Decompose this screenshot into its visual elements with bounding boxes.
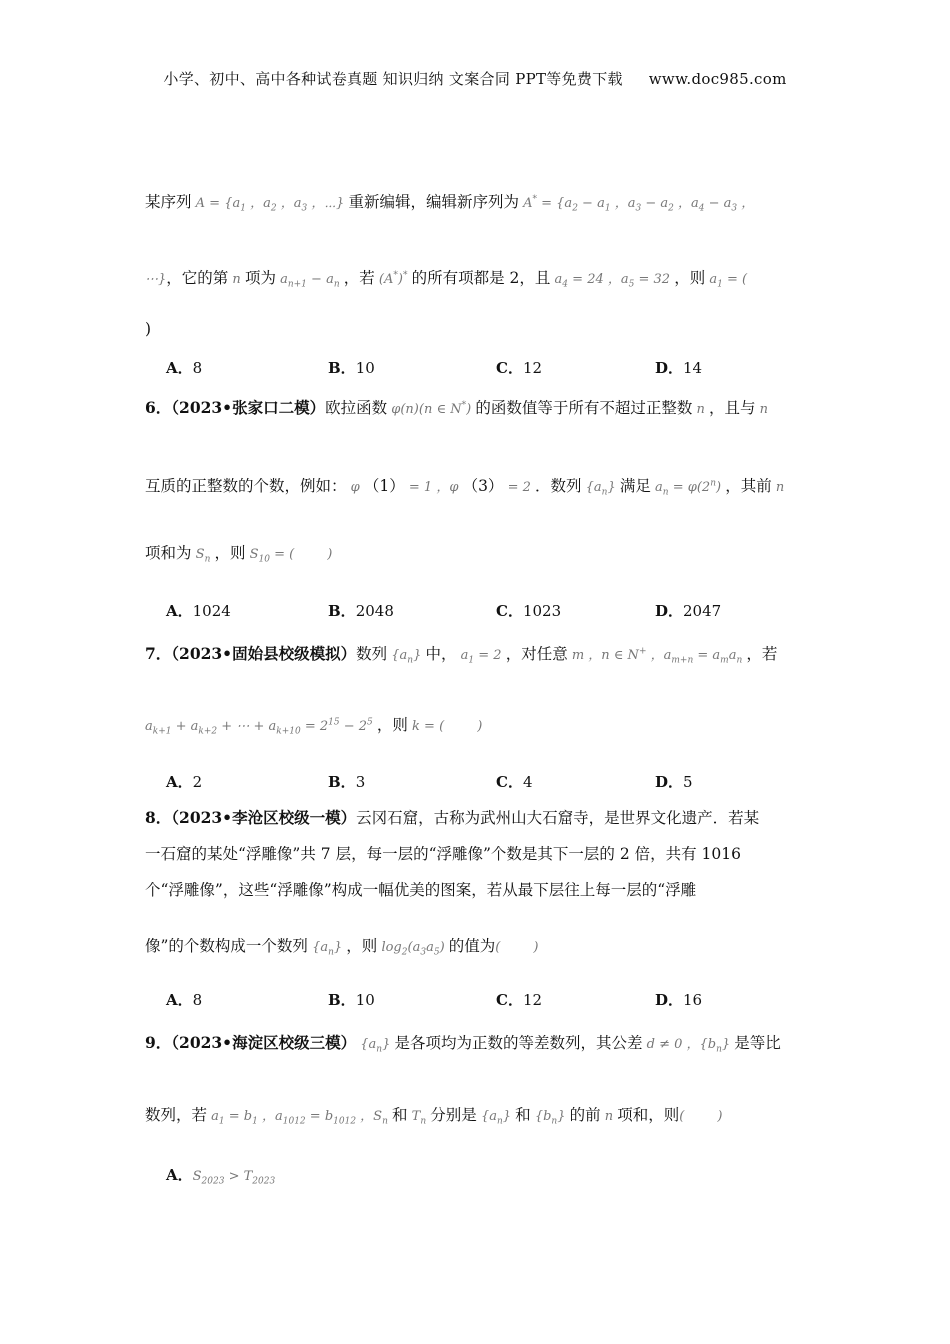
- q5-line-2: ⋯}，它的第 n 项为 $a_{n+1} - a_n$ ，若 (A*)* 的所有项都是 2，且 $a_4 = 24$ ，$a_5 = 32$ ，则 $a_1$ = (: [145, 269, 748, 290]
- q8-line-3: 个“浮雕像”，这些“浮雕像”构成一幅优美的图案，若从最下层往上每一层的“浮雕: [145, 881, 697, 899]
- math: $a_1 = 2$: [456, 648, 506, 666]
- q8-line-4: 像”的个数构成一个数列 $\{a_n\}$ ，则 $\log_2(a_3a_5)$ 的值为( ): [145, 937, 539, 958]
- q7-line-1: 7．（2023•固始县校级模拟）数列 $\{a_n\}$ 中， $a_1 = 2$ ，对任意 m ，n ∈ N+ ，$a_{m+n} = a_ma_n$ ，若: [145, 644, 778, 666]
- math: $S_{2023} > T_{2023}$: [192, 1169, 276, 1187]
- header-site: www.doc985.com: [648, 70, 787, 88]
- q9-line-2: 数列，若 $a_1 = b_1$ ，$a_{1012} = b_{1012}$ ，$S_n$ 和 $T_n$ 分别是 $\{a_n\}$ 和 $\{b_n\}$ 的前 n 项和，则( ): [145, 1106, 723, 1127]
- math: n: [692, 402, 709, 417]
- math: $A = \{a_1$ ，$a_2$ ，$a_3$ ，⋯}: [191, 196, 349, 214]
- option-a: A．8: [166, 991, 203, 1009]
- option-a: A．1024: [166, 602, 231, 620]
- option-c: C．1023: [496, 602, 562, 620]
- math: $a_1$ = (: [705, 272, 748, 290]
- math: $a_{k+1} + a_{k+2}$ + ⋯ + $a_{k+10} = 2^{15} - 2^5$: [145, 717, 373, 737]
- option-d: D．5: [655, 773, 693, 791]
- question-number: 9．: [145, 1033, 172, 1052]
- math: $a_4 = 24$ ，$a_5 = 32$: [550, 272, 675, 290]
- math: $S_{10}$ = ( ): [245, 547, 333, 565]
- option-d: D．2047: [655, 602, 722, 620]
- q5-line-1: 某序列 $A = \{a_1$ ，$a_2$ ，$a_3$ ，⋯} 重新编辑，编辑新序列为 $A^* = \{a_2 - a_1$ ，$a_3 - a_2$ ，$a_4 - a_3$ ，: [145, 193, 755, 214]
- math: $T_n$: [407, 1109, 427, 1127]
- math: ( ): [495, 940, 539, 955]
- question-number: 7．: [145, 644, 172, 663]
- option-d: D．14: [655, 359, 703, 377]
- math: k = ( ): [407, 719, 483, 734]
- q8-line-2: 一石窟的某处“浮雕像”共 7 层，每一层的“浮雕像”个数是其下一层的 2 倍，共有 1016: [145, 845, 742, 863]
- question-number: 6．: [145, 398, 172, 417]
- math: $S_n$: [191, 547, 211, 565]
- math: ⋯}: [145, 272, 167, 287]
- math: n: [600, 1109, 618, 1124]
- math: ( ): [679, 1109, 723, 1124]
- math: $a_1 = b_1$ ，$a_{1012} = b_{1012}$ ，$S_n$: [207, 1109, 388, 1127]
- q6-line-3: 项和为 $S_n$ ，则 $S_{10}$ = ( ): [145, 544, 333, 565]
- math: = 2: [503, 480, 535, 495]
- question-number: 8．: [145, 808, 172, 827]
- option-b: B．10: [328, 991, 375, 1009]
- question-source: （2023•李沧区校级一模）: [171, 808, 357, 827]
- math: φ: [346, 480, 364, 495]
- option-c: C．12: [496, 991, 543, 1009]
- math: $a_{n+1} - a_n$: [275, 272, 340, 290]
- option-b: B．3: [328, 773, 366, 791]
- math: $\log_2(a_3a_5)$: [377, 940, 449, 958]
- math: $\{b_n\}$: [530, 1109, 570, 1127]
- math: $a_n = \varphi(2^n)$: [650, 478, 726, 498]
- q5-line-3: ): [145, 320, 152, 338]
- question-source: （2023•海淀区校级三模）: [171, 1033, 357, 1052]
- math: φ(n)(n ∈ N*): [387, 400, 476, 417]
- math: $\{a_n\}$: [387, 648, 426, 666]
- option-c: C．4: [496, 773, 533, 791]
- header-text: 小学、初中、高中各种试卷真题 知识归纳 文案合同 PPT等免费下载: [163, 70, 623, 88]
- q6-line-1: 6．（2023•张家口二模）欧拉函数 φ(n)(n ∈ N*) 的函数值等于所有不超过正整数 n ，且与 n: [145, 398, 768, 417]
- q9-line-1: 9．（2023•海淀区校级三模） $\{a_n\}$ 是各项均为正数的等差数列，其公差 d ≠ 0 ，$\{b_n\}$ 是等比: [145, 1033, 781, 1055]
- math: $A^* = \{a_2 - a_1$ ，$a_3 - a_2$ ，$a_4 - a_3$ ，: [518, 194, 755, 214]
- math: m ，n ∈ N+ ，$a_{m+n} = a_ma_n$: [567, 646, 743, 666]
- math: $\{a_n\}$: [581, 480, 620, 498]
- math: n: [755, 402, 768, 417]
- option-c: C．12: [496, 359, 543, 377]
- question-source: （2023•固始县校级模拟）: [171, 644, 357, 663]
- option-b: B．2048: [328, 602, 394, 620]
- page-header: [0, 68, 950, 89]
- math: (A*)*: [374, 270, 408, 287]
- math: n: [771, 480, 785, 495]
- q6-line-2: 互质的正整数的个数，例如： φ （1） = 1 ，φ （3） = 2 ．数列 $\{a_n\}$ 满足 $a_n = \varphi(2^n)$ ，其前 n: [145, 477, 785, 498]
- math: $\{a_n\}$: [476, 1109, 516, 1127]
- math: d ≠ 0 ，$\{b_n\}$: [642, 1037, 735, 1055]
- option-a: A．2: [166, 773, 203, 791]
- option-b: B．10: [328, 359, 375, 377]
- question-source: （2023•张家口二模）: [171, 398, 326, 417]
- option-a: A．8: [166, 359, 203, 377]
- math: $\{a_n\}$: [356, 1037, 395, 1055]
- math: n: [228, 272, 245, 287]
- q8-line-1: 8．（2023•李沧区校级一模）云冈石窟，古称为武州山大石窟寺，是世界文化遗产．若某: [145, 808, 760, 827]
- math: $\{a_n\}$: [307, 940, 347, 958]
- option-a: A．$S_{2023} > T_{2023}$: [166, 1166, 276, 1187]
- q7-line-2: $a_{k+1} + a_{k+2}$ + ⋯ + $a_{k+10} = 2^{15} - 2^5$ ，则 k = ( ): [145, 716, 483, 737]
- math: = 1 ，φ: [404, 480, 463, 495]
- option-d: D．16: [655, 991, 703, 1009]
